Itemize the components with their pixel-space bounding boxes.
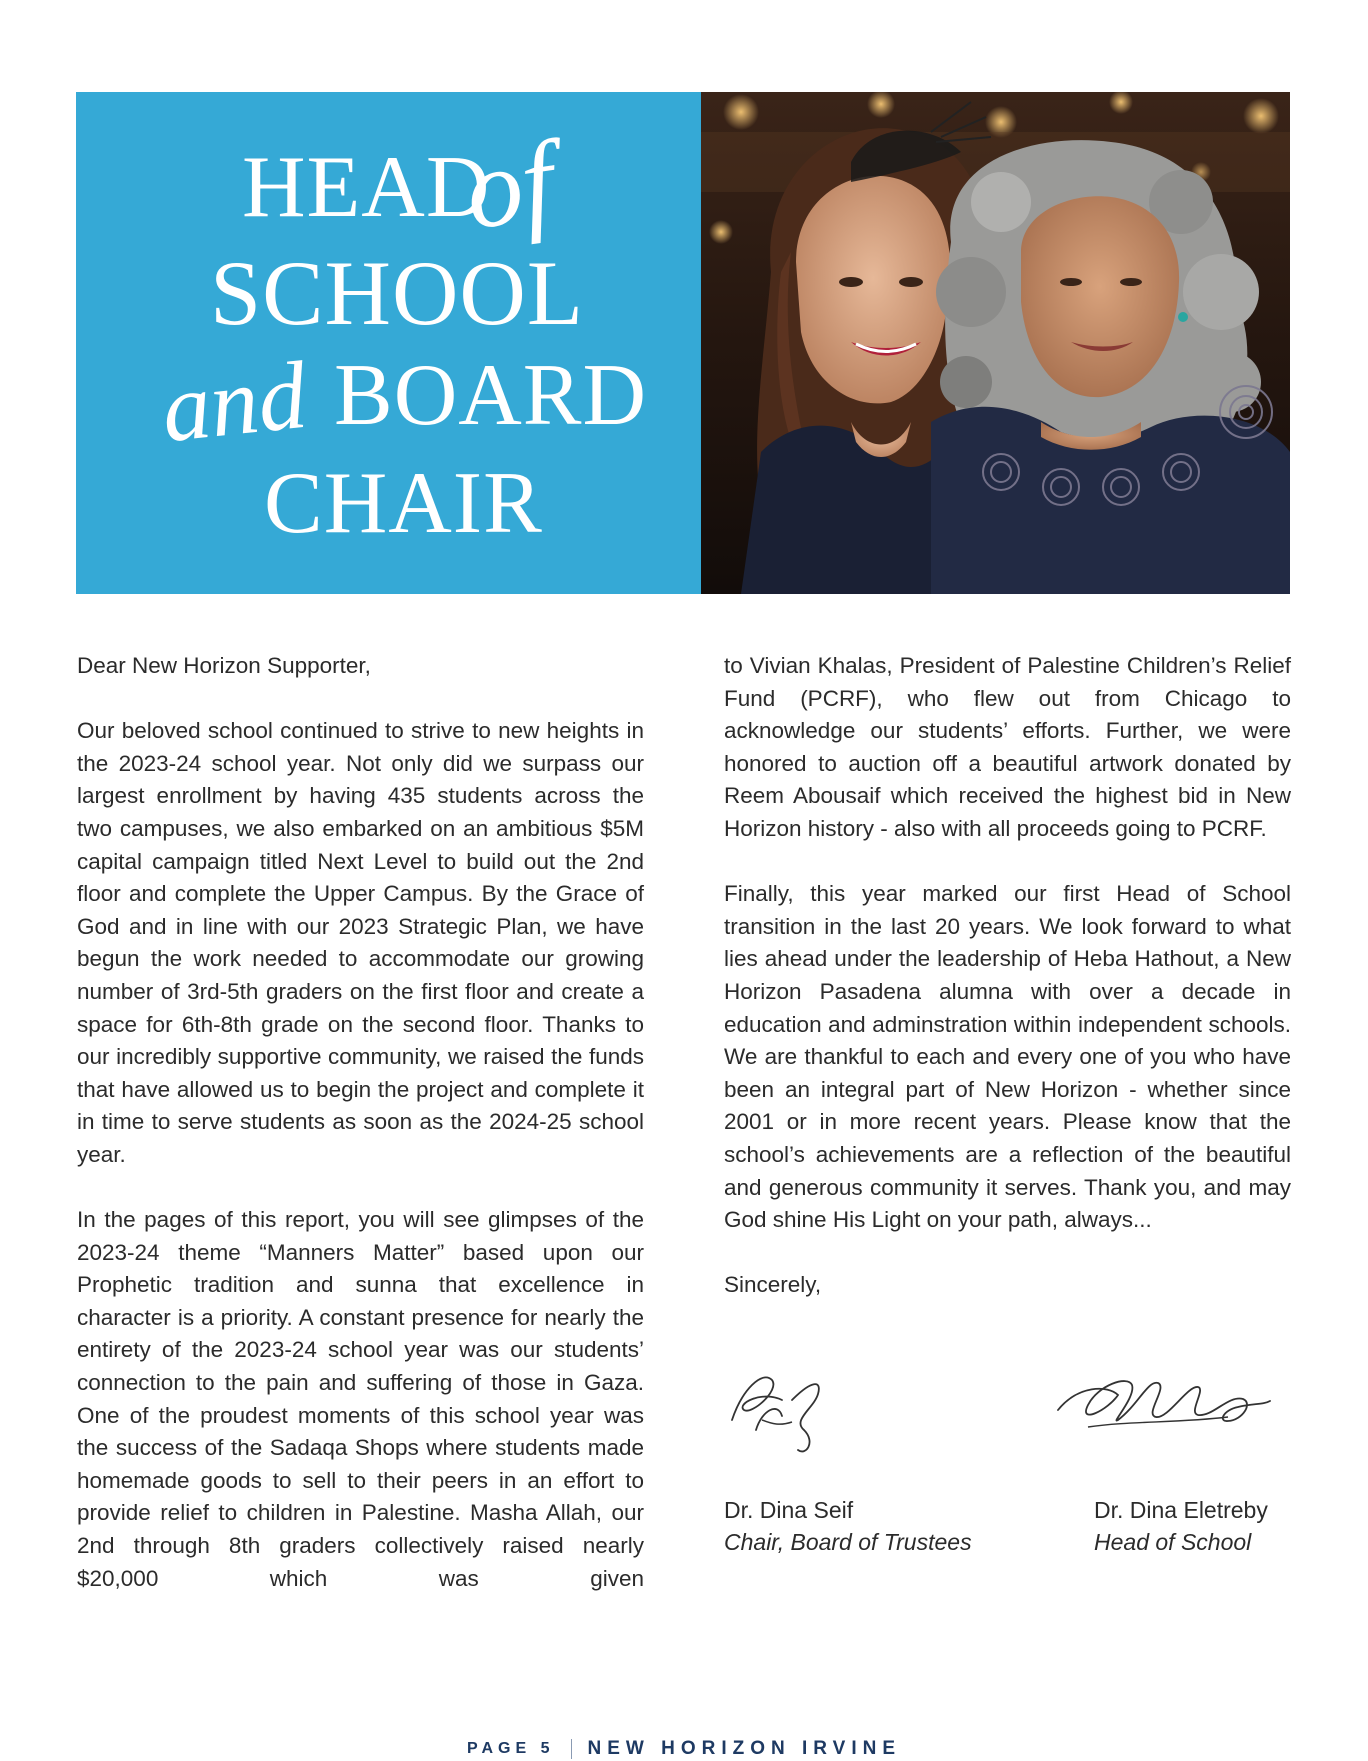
left-paragraph-1: Our beloved school continued to strive to new heights in the 2023-24 school year. Not only did we surpass our largest enrollment by having 435 students across the two campuses, we also embarked on an ambitious $5M capital campaign titled Next Level to build out the 2nd floor and complete the Upper Campus. By the Grace of God and in line with our 2023 Strategic Plan, we have begun the work needed to accommodate our growing number of 3rd-5th graders on the first floor and create a space for 6th-8th grade on the second floor. Thanks to our incredibly supportive community, we raised the funds that have allowed us to begin the project and complete it in time to serve students as soon as the 2024-25 school year. (77, 718, 644, 1167)
footer-divider (571, 1739, 572, 1759)
title-school: SCHOOL (210, 242, 585, 344)
header-photo (701, 92, 1290, 594)
right-paragraph-2: Finally, this year marked our first Head of School transition in the last 20 years. We look forward to what lies ahead under the leadership of Heba Hathout, a New Horizon Pasadena alumna with over a decade in education and adminstration within independent schools. We are thankful to each and every one of you who have been an integral part of New Horizon - whether since 2001 or in more recent years. Please know that the school’s achievements are a reflection of the beautiful and generous community it serves. Thank you, and may God shine His Light on your path, always... (724, 881, 1291, 1233)
signatory-1-name: Dr. Dina Seif (724, 1497, 854, 1523)
portrait-illustration (701, 92, 1290, 594)
page-number: PAGE 5 (467, 1740, 555, 1757)
signature-dina-seif (722, 1360, 862, 1460)
title-script-of: of (457, 118, 562, 254)
signatory-2-name: Dr. Dina Eletreby (1094, 1497, 1268, 1523)
letter-right-column (724, 650, 1291, 1302)
title-head: HEAD (242, 139, 491, 236)
salutation: Dear New Horizon Supporter, (77, 653, 371, 678)
page-footer (0, 1738, 1368, 1760)
signatory-1-title: Chair, Board of Trustees (724, 1529, 972, 1555)
title-board: BOARD (334, 347, 648, 444)
signatory-2-title: Head of School (1094, 1529, 1252, 1555)
left-paragraph-2: In the pages of this report, you will see glimpses of the 2023-24 theme “Manners Matter” based upon our Prophetic tradition and sunna that excellence in character is a priority. A constant presence for nearly the entirety of the 2023-24 school year was our students’ connection to the pain and suffering of those in Gaza. One of the proudest moments of this school year was the success of the Sadaqa Shops where students made homemade goods to sell to their peers in an effort to provide relief to children in Palestine. Masha Allah, our 2nd through 8th graders collectively raised nearly $20,000 which was given (77, 1207, 644, 1591)
closing: Sincerely, (724, 1272, 822, 1298)
title-chair: CHAIR (264, 455, 543, 552)
right-paragraph-1: to Vivian Khalas, President of Palestine Children’s Relief Fund (PCRF), who flew out from Chicago to acknowledge our students’ efforts. Further, we were honored to auction off a beautiful artwork donated by Reem Abousaif which received the highest bid in New Horizon history - also with all proceeds going to PCRF. (724, 653, 1291, 841)
title-panel (76, 92, 701, 594)
footer-brand: NEW HORIZON IRVINE (587, 1738, 901, 1759)
signature-dina-eletreby (1048, 1365, 1278, 1445)
title-script-and: and (156, 340, 312, 463)
letter-left-column (77, 650, 644, 1595)
